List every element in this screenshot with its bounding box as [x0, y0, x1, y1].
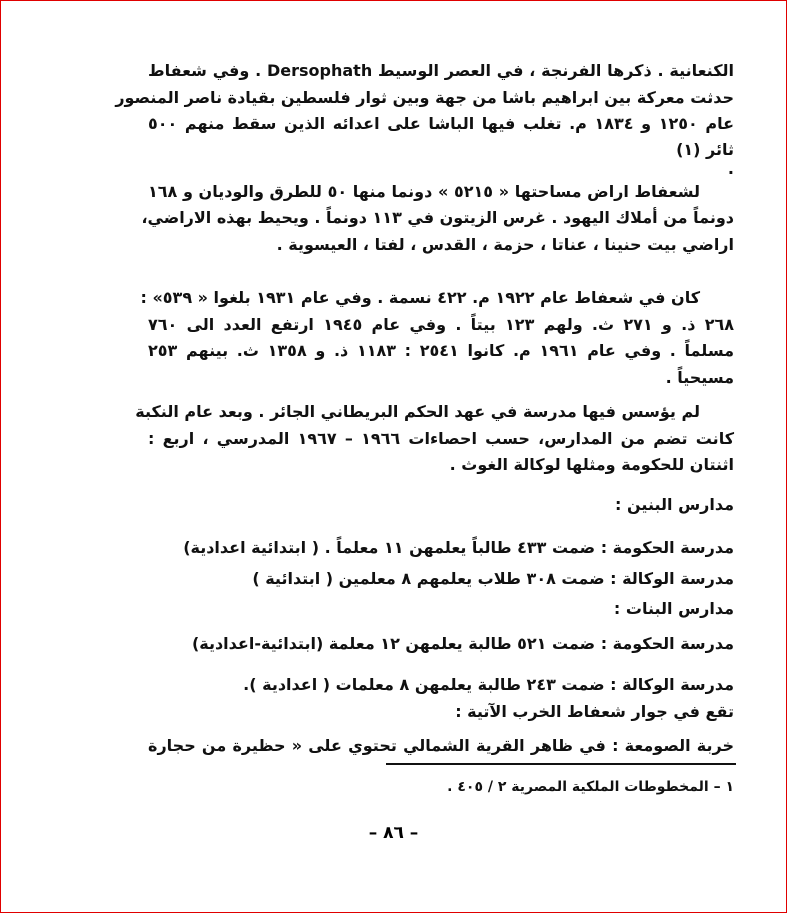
footnote-divider — [386, 763, 736, 765]
text-line: دونماً من أملاك اليهود . غرس الزيتون في ١١٣ دونماً . ويحيط بهذه الاراضي، — [141, 208, 734, 227]
text-line: اثنتان للحكومة ومثلها لوكالة الغوث . — [449, 455, 734, 474]
text-line: مدارس البنين : — [615, 495, 734, 514]
text-line: مدرسة الوكالة : ضمت ٣٠٨ طلاب يعلمهم ٨ معلمين ( ابتدائية ) — [252, 569, 734, 588]
text-line: الكنعانية . ذكرها الفرنجة ، في العصر الوسيط Dersophath . وفي شعفاط — [148, 61, 734, 80]
text-line: عام ١٢٥٠ و ١٨٣٤ م. تغلب فيها الباشا على اعدائه الذين سقط منهم ٥٠٠ — [148, 114, 735, 133]
text-line: ثائر (١) — [676, 140, 734, 159]
text-line: حدثت معركة بين ابراهيم باشا من جهة وبين ثوار فلسطين بقيادة ناصر المنصور — [115, 88, 734, 107]
text-line: لشعفاط اراض مساحتها « ٥٢١٥ » دونما منها ٥٠ للطرق والوديان و ١٦٨ — [148, 182, 700, 201]
text-line: لم يؤسس فيها مدرسة في عهد الحكم البريطاني الجائر . وبعد عام النكبة — [135, 402, 700, 421]
text-line: تقع في جوار شعفاط الخرب الآتية : — [455, 702, 734, 721]
text-line: مدارس البنات : — [613, 599, 734, 618]
text-line: كانت تضم من المدارس، حسب احصاءات ١٩٦٦ – ١٩٦٧ المدرسي ، اربع : — [148, 429, 735, 448]
text-line: . — [727, 159, 734, 178]
text-line: خربة الصومعة : في ظاهر القرية الشمالي تحتوي على « حظيرة من حجارة — [148, 736, 734, 755]
text-line: مدرسة الحكومة : ضمت ٥٢١ طالبة يعلمهن ١٢ معلمة (ابتدائية-اعدادية) — [191, 634, 734, 653]
text-line: مسيحياً . — [665, 368, 734, 387]
text-line: مدرسة الحكومة : ضمت ٤٣٣ طالباً يعلمهن ١١ معلماً . ( ابتدائية اعدادية) — [183, 538, 734, 557]
text-line: كان في شعفاط عام ١٩٢٢ م. ٤٢٢ نسمة . وفي عام ١٩٣١ بلغوا « ٥٣٩» : — [140, 288, 700, 307]
text-line: ٢٦٨ ذ. و ٢٧١ ث. ولهم ١٢٣ بيتاً . وفي عام ١٩٤٥ ارتفع العدد الى ٧٦٠ — [148, 315, 734, 334]
page-number: – ٨٦ – — [368, 823, 419, 843]
text-line: اراضي بيت حنينا ، عناتا ، حزمة ، القدس ، لفتا ، العيسوية . — [276, 235, 734, 254]
text-line: مسلماً . وفي عام ١٩٦١ م. كانوا ٢٥٤١ : ١١٨٣ ذ. و ١٣٥٨ ث. بينهم ٢٥٣ — [148, 341, 735, 360]
footnote: ١ – المخطوطات الملكية المصرية ٢ / ٤٠٥ . — [447, 779, 734, 795]
text-line: مدرسة الوكالة : ضمت ٢٤٣ طالبة يعلمهن ٨ معلمات ( اعدادية ). — [243, 675, 734, 694]
